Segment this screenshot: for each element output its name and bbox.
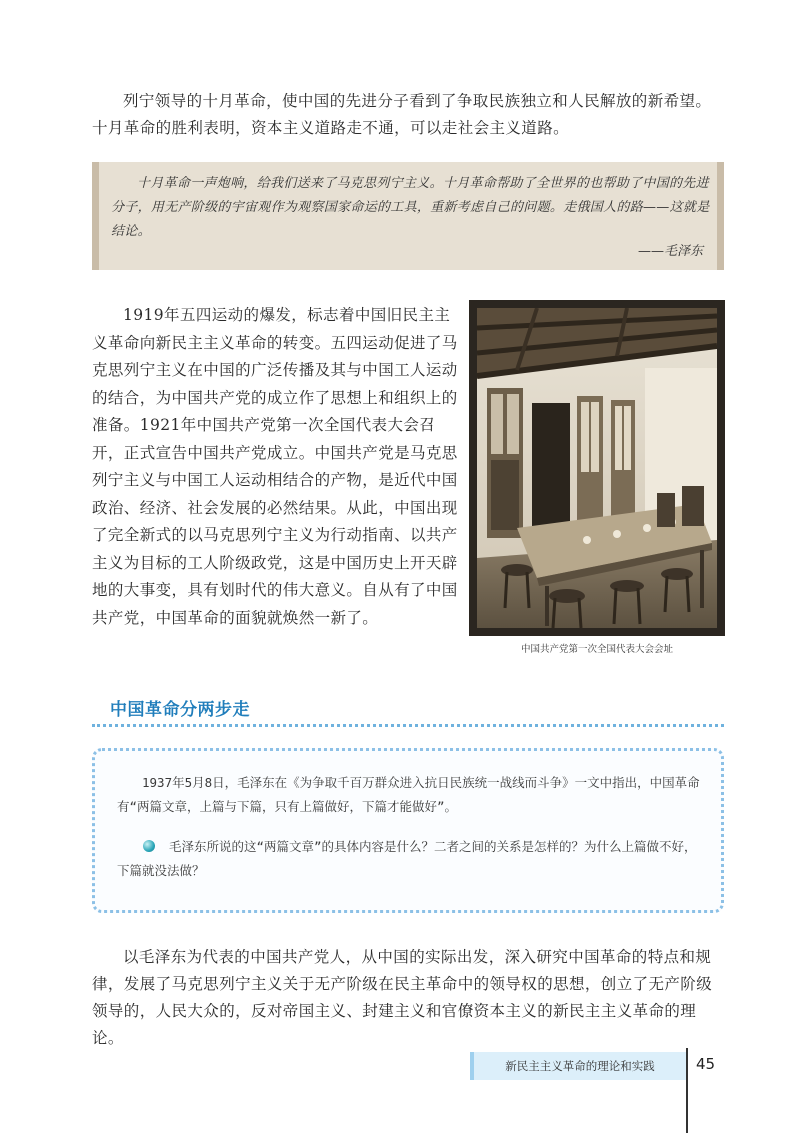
question-bullet-icon	[143, 840, 155, 852]
discussion-question	[117, 835, 702, 883]
chapter-title: 新民主主义革命的理论和实践	[505, 1059, 655, 1073]
section-title: 中国革命分两步走	[110, 700, 250, 720]
question-text: 毛泽东所说的这“两篇文章”的具体内容是什么？二者之间的关系是怎样的？为什么上篇做不好，下篇就没法做？	[117, 839, 697, 878]
section-divider	[92, 724, 724, 727]
meeting-room-photo	[477, 308, 717, 628]
historical-photo	[469, 300, 725, 636]
page-number: 45	[696, 1055, 716, 1073]
discussion-box	[92, 748, 724, 913]
quote-text: 十月革命一声炮响，给我们送来了马克思列宁主义。十月革命帮助了全世界的也帮助了中国的先进分子，用无产阶级的宇宙观作为观察国家命运的工具，重新考虑自己的问题。走俄国人的路——这就是结论。	[111, 176, 710, 239]
paragraph-new-democratic-theory: 以毛泽东为代表的中国共产党人，从中国的实际出发，深入研究中国革命的特点和规律，发展了马克思列宁主义关于无产阶级在民主革命中的领导权的思想，创立了无产阶级领导的，人民大众的，反对帝国主义、封建主义和官僚资本主义的新民主主义革命的理论。	[92, 948, 713, 1047]
footer-divider	[686, 1048, 688, 1133]
photo-caption: 中国共产党第一次全国代表大会会址	[520, 644, 673, 655]
paragraph-october-revolution: 列宁领导的十月革命，使中国的先进分子看到了争取民族独立和人民解放的新希望。十月革命的胜利表明，资本主义道路走不通，可以走社会主义道路。	[92, 92, 712, 137]
paragraph-may-fourth: 1919年五四运动的爆发，标志着中国旧民主主义革命向新民主主义革命的转变。五四运动促进了马克思列宁主义在中国的广泛传播及其与中国工人运动的结合，为中国共产党的成立作了思想上和组织上的准备。1921年中国共产党第一次全国代表大会召开，正式宣告中国共产党成立。中国共产党是马克思列宁主义与中国工人运动相结合的产物，是近代中国政治、经济、社会发展的必然结果。从此，中国出现了完全新式的以马克思列宁主义为行动指南、以共产主义为目标的工人阶级政党，这是中国历史上开天辟地的大事变，具有划时代的伟大意义。自从有了中国共产党，中国革命的面貌就焕然一新了。	[92, 306, 458, 627]
discussion-text: 1937年5月8日，毛泽东在《为争取千百万群众进入抗日民族统一战线而斗争》一文中指出，中国革命有“两篇文章，上篇与下篇，只有上篇做好，下篇才能做好”。	[117, 775, 700, 814]
chapter-footer-bar	[470, 1052, 686, 1080]
quote-box	[92, 162, 724, 270]
quote-attribution: ——毛泽东	[637, 244, 703, 259]
